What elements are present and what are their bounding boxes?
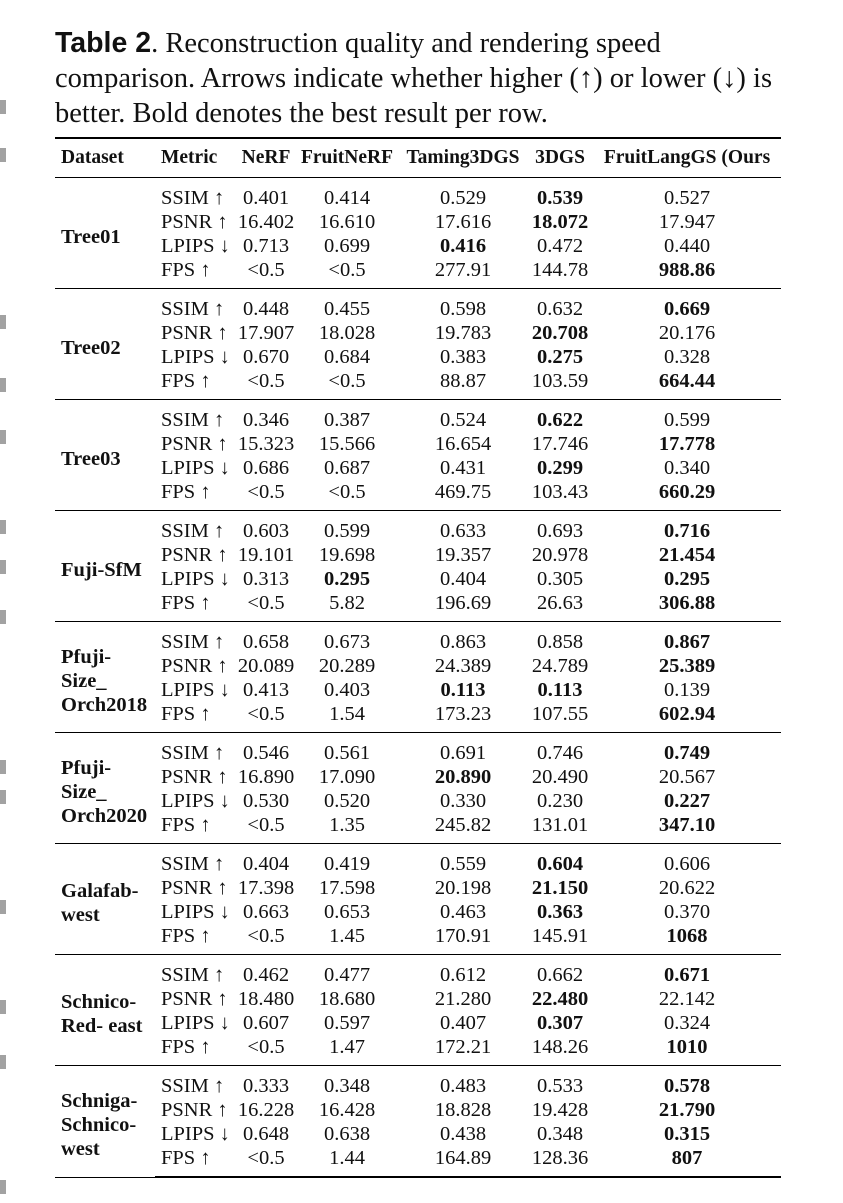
- metric-cell: PSNR ↑: [161, 211, 228, 233]
- table-row: [55, 400, 781, 433]
- metric-cell: PSNR ↑: [161, 544, 228, 566]
- value-cell: 0.713: [242, 235, 290, 257]
- metric-cell: PSNR ↑: [161, 877, 228, 899]
- value-cell: 0.230: [536, 790, 584, 812]
- value-cell: 18.028: [318, 322, 376, 344]
- table-row: [55, 178, 781, 211]
- value-cell: 0.699: [323, 235, 371, 257]
- value-cell: 0.315: [663, 1123, 711, 1145]
- header-nerf: NeRF: [237, 138, 295, 178]
- value-cell: 16.428: [318, 1099, 376, 1121]
- metric-cell: LPIPS ↓: [161, 679, 230, 701]
- value-cell: 20.490: [531, 766, 589, 788]
- value-cell: 0.440: [663, 235, 711, 257]
- table-row: [55, 543, 781, 567]
- table-row: [55, 591, 781, 622]
- value-cell: 0.403: [323, 679, 371, 701]
- value-cell: 0.348: [323, 1075, 371, 1097]
- value-cell: 245.82: [399, 813, 527, 844]
- metric-cell: PSNR ↑: [161, 766, 228, 788]
- header-dataset: Dataset: [55, 138, 155, 178]
- value-cell: 17.778: [658, 433, 716, 455]
- value-cell: 0.524: [439, 409, 487, 431]
- metric-cell: FPS ↑: [155, 258, 237, 289]
- value-cell: 0.113: [537, 679, 583, 701]
- table-row: [55, 1066, 781, 1099]
- value-cell: <0.5: [295, 480, 399, 511]
- table-row: [55, 1035, 781, 1066]
- table-row: [55, 511, 781, 544]
- value-cell: <0.5: [237, 369, 295, 400]
- value-cell: 196.69: [399, 591, 527, 622]
- value-cell: 0.383: [439, 346, 487, 368]
- value-cell: 0.578: [663, 1075, 711, 1097]
- header-fruitlanggs: FruitLangGS (Ours: [593, 138, 781, 178]
- metric-cell: SSIM ↑: [161, 1075, 225, 1097]
- value-cell: 0.533: [536, 1075, 584, 1097]
- value-cell: 88.87: [399, 369, 527, 400]
- value-cell: 0.606: [663, 853, 711, 875]
- value-cell: 19.101: [237, 544, 295, 566]
- value-cell: 17.947: [658, 211, 716, 233]
- value-cell: 22.480: [531, 988, 589, 1010]
- table-row: [55, 955, 781, 988]
- value-cell: 20.198: [434, 877, 492, 899]
- metric-cell: FPS ↑: [155, 1146, 237, 1177]
- value-cell: 0.653: [323, 901, 371, 923]
- value-cell: 0.348: [536, 1123, 584, 1145]
- value-cell: 0.275: [536, 346, 584, 368]
- value-cell: 173.23: [399, 702, 527, 733]
- metric-cell: FPS ↑: [155, 702, 237, 733]
- value-cell: 18.072: [531, 211, 589, 233]
- value-cell: 20.176: [658, 322, 716, 344]
- value-cell: 0.671: [663, 964, 711, 986]
- metric-cell: PSNR ↑: [161, 322, 228, 344]
- table-row: [55, 844, 781, 877]
- value-cell: 1.35: [295, 813, 399, 844]
- value-cell: 0.663: [242, 901, 290, 923]
- dataset-cell: Tree02: [55, 289, 155, 400]
- header-fruitnerf: FruitNeRF: [295, 138, 399, 178]
- value-cell: 21.790: [658, 1099, 716, 1121]
- metric-cell: FPS ↑: [155, 813, 237, 844]
- table-caption: [55, 26, 790, 131]
- value-cell: 0.669: [663, 298, 711, 320]
- caption-text: . Reconstruction quality and rendering speed comparison. Arrows indicate whether higher (↑) or lower (↓) is better. Bold denotes the best result per row.: [55, 28, 773, 129]
- value-cell: 0.370: [663, 901, 711, 923]
- value-cell: <0.5: [237, 924, 295, 955]
- value-cell: 0.299: [536, 457, 584, 479]
- dataset-cell: Schniga- Schnico- west: [55, 1066, 155, 1178]
- value-cell: 17.616: [434, 211, 492, 233]
- value-cell: 0.607: [242, 1012, 290, 1034]
- value-cell: <0.5: [237, 480, 295, 511]
- table-row: [55, 876, 781, 900]
- table-row: [55, 900, 781, 924]
- value-cell: 172.21: [399, 1035, 527, 1066]
- value-cell: 0.413: [242, 679, 290, 701]
- value-cell: 0.597: [323, 1012, 371, 1034]
- table-row: [55, 1011, 781, 1035]
- metric-cell: LPIPS ↓: [161, 1012, 230, 1034]
- metric-cell: SSIM ↑: [161, 520, 225, 542]
- table-row: [55, 1146, 781, 1177]
- value-cell: 0.858: [536, 631, 584, 653]
- value-cell: 0.414: [323, 187, 371, 209]
- value-cell: 15.566: [318, 433, 376, 455]
- value-cell: 21.150: [531, 877, 589, 899]
- value-cell: 18.680: [318, 988, 376, 1010]
- value-cell: 0.632: [536, 298, 584, 320]
- dataset-cell: Galafab- west: [55, 844, 155, 955]
- value-cell: <0.5: [237, 1146, 295, 1177]
- value-cell: 170.91: [399, 924, 527, 955]
- value-cell: 24.389: [434, 655, 492, 677]
- value-cell: 469.75: [399, 480, 527, 511]
- value-cell: 0.691: [439, 742, 487, 764]
- value-cell: 0.687: [323, 457, 371, 479]
- dataset-cell: Pfuji-Size_ Orch2020: [55, 733, 155, 844]
- value-cell: 0.648: [242, 1123, 290, 1145]
- value-cell: 664.44: [593, 369, 781, 400]
- value-cell: 18.828: [434, 1099, 492, 1121]
- metric-cell: PSNR ↑: [161, 433, 228, 455]
- value-cell: 0.477: [323, 964, 371, 986]
- metric-cell: LPIPS ↓: [161, 1123, 230, 1145]
- value-cell: 128.36: [527, 1146, 593, 1177]
- table-row: [55, 369, 781, 400]
- value-cell: 0.431: [439, 457, 487, 479]
- value-cell: 0.448: [242, 298, 290, 320]
- value-cell: 0.604: [536, 853, 584, 875]
- value-cell: 0.529: [439, 187, 487, 209]
- metric-cell: FPS ↑: [155, 480, 237, 511]
- value-cell: 0.749: [663, 742, 711, 764]
- value-cell: 1.54: [295, 702, 399, 733]
- value-cell: 1.44: [295, 1146, 399, 1177]
- value-cell: 17.090: [318, 766, 376, 788]
- table-body: [55, 178, 781, 1178]
- value-cell: <0.5: [237, 1035, 295, 1066]
- metric-cell: PSNR ↑: [161, 988, 228, 1010]
- table-row: [55, 567, 781, 591]
- value-cell: 15.323: [237, 433, 295, 455]
- value-cell: 22.142: [658, 988, 716, 1010]
- value-cell: 0.324: [663, 1012, 711, 1034]
- value-cell: 145.91: [527, 924, 593, 955]
- value-cell: 0.716: [663, 520, 711, 542]
- value-cell: 19.428: [531, 1099, 589, 1121]
- table-row: [55, 789, 781, 813]
- value-cell: 24.789: [531, 655, 589, 677]
- value-cell: 0.530: [242, 790, 290, 812]
- value-cell: 0.416: [439, 235, 487, 257]
- value-cell: 0.340: [663, 457, 711, 479]
- value-cell: 26.63: [527, 591, 593, 622]
- metric-cell: FPS ↑: [155, 591, 237, 622]
- value-cell: 0.346: [242, 409, 290, 431]
- value-cell: 20.708: [531, 322, 589, 344]
- value-cell: 17.398: [237, 877, 295, 899]
- value-cell: 0.670: [242, 346, 290, 368]
- table-row: [55, 432, 781, 456]
- value-cell: 0.483: [439, 1075, 487, 1097]
- value-cell: 0.455: [323, 298, 371, 320]
- dataset-cell: Pfuji-Size_ Orch2018: [55, 622, 155, 733]
- header-row: [55, 138, 781, 178]
- metric-cell: SSIM ↑: [161, 853, 225, 875]
- value-cell: 0.598: [439, 298, 487, 320]
- metric-cell: PSNR ↑: [161, 1099, 228, 1121]
- value-cell: 0.684: [323, 346, 371, 368]
- value-cell: 0.561: [323, 742, 371, 764]
- value-cell: 0.363: [536, 901, 584, 923]
- table-row: [55, 289, 781, 322]
- value-cell: 0.863: [439, 631, 487, 653]
- value-cell: 19.698: [318, 544, 376, 566]
- metric-cell: FPS ↑: [155, 369, 237, 400]
- value-cell: 19.357: [434, 544, 492, 566]
- table-row: [55, 456, 781, 480]
- value-cell: <0.5: [237, 591, 295, 622]
- value-cell: 164.89: [399, 1146, 527, 1177]
- table-row: [55, 258, 781, 289]
- value-cell: 277.91: [399, 258, 527, 289]
- value-cell: 0.472: [536, 235, 584, 257]
- table-row: [55, 1122, 781, 1146]
- metric-cell: LPIPS ↓: [161, 235, 230, 257]
- value-cell: 21.454: [658, 544, 716, 566]
- table-row: [55, 702, 781, 733]
- metric-cell: LPIPS ↓: [161, 346, 230, 368]
- value-cell: <0.5: [237, 258, 295, 289]
- value-cell: 0.622: [536, 409, 584, 431]
- metric-cell: LPIPS ↓: [161, 568, 230, 590]
- value-cell: 0.313: [242, 568, 290, 590]
- value-cell: 21.280: [434, 988, 492, 1010]
- table-row: [55, 480, 781, 511]
- metric-cell: SSIM ↑: [161, 187, 225, 209]
- dataset-cell: Tree01: [55, 178, 155, 289]
- metric-cell: FPS ↑: [155, 1035, 237, 1066]
- value-cell: 16.890: [237, 766, 295, 788]
- header-3dgs: 3DGS: [527, 138, 593, 178]
- value-cell: 16.228: [237, 1099, 295, 1121]
- value-cell: 148.26: [527, 1035, 593, 1066]
- value-cell: 0.693: [536, 520, 584, 542]
- value-cell: 0.559: [439, 853, 487, 875]
- value-cell: 0.520: [323, 790, 371, 812]
- value-cell: <0.5: [237, 702, 295, 733]
- value-cell: 347.10: [593, 813, 781, 844]
- value-cell: 0.387: [323, 409, 371, 431]
- table-row: [55, 765, 781, 789]
- value-cell: 0.662: [536, 964, 584, 986]
- metric-cell: SSIM ↑: [161, 964, 225, 986]
- value-cell: 0.658: [242, 631, 290, 653]
- value-cell: 17.746: [531, 433, 589, 455]
- value-cell: 0.599: [663, 409, 711, 431]
- left-margin-marks: [0, 0, 12, 1203]
- value-cell: 20.890: [434, 766, 492, 788]
- value-cell: 20.089: [237, 655, 295, 677]
- value-cell: 17.598: [318, 877, 376, 899]
- value-cell: 0.638: [323, 1123, 371, 1145]
- value-cell: 107.55: [527, 702, 593, 733]
- value-cell: 0.438: [439, 1123, 487, 1145]
- value-cell: 17.907: [237, 322, 295, 344]
- value-cell: 0.404: [439, 568, 487, 590]
- value-cell: 0.333: [242, 1075, 290, 1097]
- value-cell: 5.82: [295, 591, 399, 622]
- value-cell: 1068: [593, 924, 781, 955]
- value-cell: 0.407: [439, 1012, 487, 1034]
- value-cell: 20.289: [318, 655, 376, 677]
- metric-cell: PSNR ↑: [161, 655, 228, 677]
- value-cell: 16.610: [318, 211, 376, 233]
- dataset-cell: Tree03: [55, 400, 155, 511]
- value-cell: 0.612: [439, 964, 487, 986]
- value-cell: 0.463: [439, 901, 487, 923]
- value-cell: 1.45: [295, 924, 399, 955]
- metric-cell: LPIPS ↓: [161, 901, 230, 923]
- table-row: [55, 1098, 781, 1122]
- value-cell: 0.330: [439, 790, 487, 812]
- metric-cell: LPIPS ↓: [161, 790, 230, 812]
- value-cell: 20.567: [658, 766, 716, 788]
- value-cell: 1.47: [295, 1035, 399, 1066]
- table-row: [55, 345, 781, 369]
- value-cell: <0.5: [295, 369, 399, 400]
- value-cell: 25.389: [658, 655, 716, 677]
- header-taming3dgs: Taming3DGS: [399, 138, 527, 178]
- value-cell: 0.227: [663, 790, 711, 812]
- value-cell: 0.527: [663, 187, 711, 209]
- results-table: [55, 137, 781, 1178]
- value-cell: 19.783: [434, 322, 492, 344]
- table-row: [55, 813, 781, 844]
- metric-cell: SSIM ↑: [161, 631, 225, 653]
- caption-label: Table 2: [55, 27, 152, 59]
- value-cell: 0.462: [242, 964, 290, 986]
- value-cell: 602.94: [593, 702, 781, 733]
- metric-cell: LPIPS ↓: [161, 457, 230, 479]
- value-cell: 144.78: [527, 258, 593, 289]
- value-cell: 18.480: [237, 988, 295, 1010]
- value-cell: 0.633: [439, 520, 487, 542]
- value-cell: 103.59: [527, 369, 593, 400]
- value-cell: 16.402: [237, 211, 295, 233]
- value-cell: 1010: [593, 1035, 781, 1066]
- dataset-cell: Schnico- Red- east: [55, 955, 155, 1066]
- value-cell: 988.86: [593, 258, 781, 289]
- value-cell: 0.401: [242, 187, 290, 209]
- value-cell: 0.113: [440, 679, 486, 701]
- value-cell: 0.419: [323, 853, 371, 875]
- value-cell: 20.978: [531, 544, 589, 566]
- value-cell: 0.686: [242, 457, 290, 479]
- table-row: [55, 924, 781, 955]
- value-cell: 807: [593, 1146, 781, 1177]
- value-cell: 0.673: [323, 631, 371, 653]
- metric-cell: FPS ↑: [155, 924, 237, 955]
- value-cell: 0.539: [536, 187, 584, 209]
- dataset-cell: Fuji-SfM: [55, 511, 155, 622]
- metric-cell: SSIM ↑: [161, 742, 225, 764]
- value-cell: 0.328: [663, 346, 711, 368]
- value-cell: 0.139: [663, 679, 711, 701]
- results-table-wrapper: [55, 137, 781, 1178]
- table-row: [55, 234, 781, 258]
- table-row: [55, 622, 781, 655]
- metric-cell: SSIM ↑: [161, 298, 225, 320]
- value-cell: 306.88: [593, 591, 781, 622]
- value-cell: 0.603: [242, 520, 290, 542]
- value-cell: 0.295: [663, 568, 711, 590]
- header-metric: Metric: [155, 138, 237, 178]
- value-cell: 0.295: [323, 568, 371, 590]
- value-cell: 0.546: [242, 742, 290, 764]
- metric-cell: SSIM ↑: [161, 409, 225, 431]
- table-row: [55, 654, 781, 678]
- value-cell: 20.622: [658, 877, 716, 899]
- value-cell: 0.599: [323, 520, 371, 542]
- value-cell: 0.307: [536, 1012, 584, 1034]
- value-cell: <0.5: [295, 258, 399, 289]
- table-row: [55, 987, 781, 1011]
- value-cell: 0.404: [242, 853, 290, 875]
- value-cell: 660.29: [593, 480, 781, 511]
- value-cell: 0.867: [663, 631, 711, 653]
- value-cell: 131.01: [527, 813, 593, 844]
- table-row: [55, 210, 781, 234]
- value-cell: 0.305: [536, 568, 584, 590]
- table-row: [55, 321, 781, 345]
- value-cell: 16.654: [434, 433, 492, 455]
- value-cell: 0.746: [536, 742, 584, 764]
- table-row: [55, 678, 781, 702]
- value-cell: 103.43: [527, 480, 593, 511]
- value-cell: <0.5: [237, 813, 295, 844]
- table-row: [55, 733, 781, 766]
